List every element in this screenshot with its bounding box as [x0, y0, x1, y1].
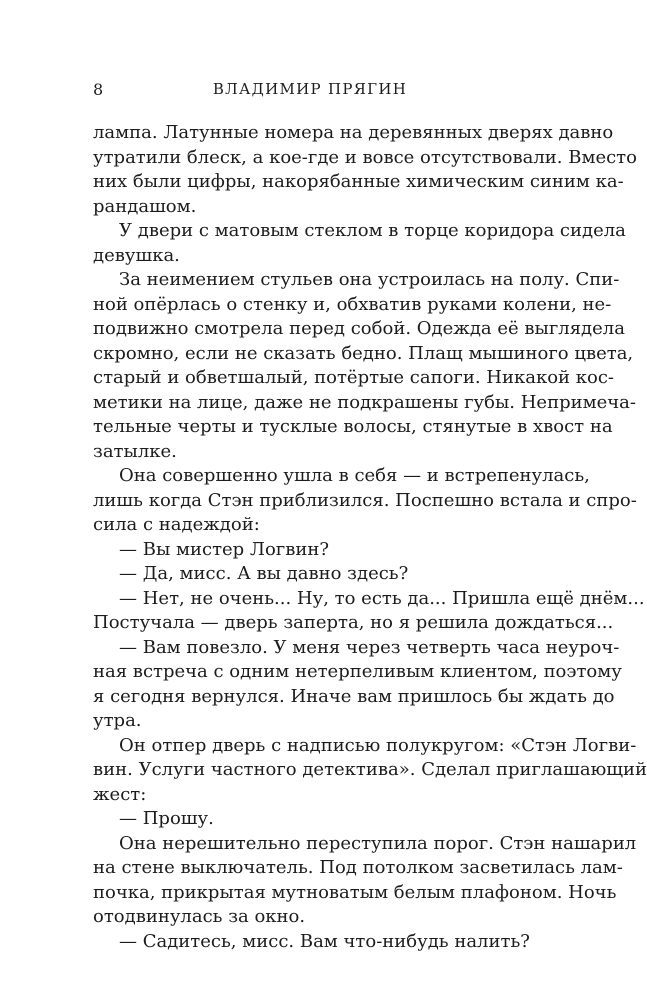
text-line: — Вам повезло. У меня через четверть часа неуроч-	[119, 636, 620, 658]
text-line: жест:	[93, 783, 147, 805]
text-line: них были цифры, накорябанные химическим синим ка-	[93, 171, 624, 192]
page-header	[93, 80, 527, 104]
text-line: — Вы мистер Логвин?	[119, 538, 329, 560]
text-line: тельные черты и тусклые волосы, стянутые в хвост на	[93, 416, 613, 437]
running-head-author: ВЛАДИМИР ПРЯГИН	[212, 80, 408, 98]
text-line: вин. Услуги частного детектива». Сделал приглашающий	[93, 759, 647, 780]
text-line: — Нет, не очень... Ну, то есть да... Пришла ещё днём...	[119, 587, 645, 609]
text-line: — Прошу.	[119, 808, 214, 829]
text-line: — Да, мисс. А вы давно здесь?	[119, 563, 409, 584]
text-line: лишь когда Стэн приблизился. Поспешно встала и спро-	[93, 489, 637, 511]
text-line: почка, прикрытая мутноватым белым плафоном. Ночь	[93, 881, 617, 903]
text-line: метики на лице, даже не подкрашены губы. Непримеча-	[93, 391, 636, 413]
text-line: рандашом.	[93, 195, 197, 217]
text-line: ной опёрлась о стенку и, обхватив руками колени, не-	[93, 293, 612, 315]
text-line: подвижно смотрела перед собой. Одежда её выглядела	[93, 318, 625, 339]
text-line: — Садитесь, мисс. Вам что-нибудь налить?	[119, 930, 530, 952]
text-line: Она совершенно ушла в себя — и встрепенулась,	[119, 465, 590, 486]
text-line: старый и обветшалый, потёртые сапоги. Никакой кос-	[93, 367, 615, 388]
text-line: затылке.	[93, 440, 177, 462]
text-line: отодвинулась за окно.	[93, 906, 306, 927]
body-text	[93, 121, 647, 954]
text-line: У двери с матовым стеклом в торце коридора сидела	[119, 220, 626, 241]
text-line: девушка.	[93, 244, 180, 266]
text-line: скромно, если не сказать бедно. Плащ мышиного цвета,	[93, 342, 634, 364]
text-line: на стене выключатель. Под потолком засветилась лам-	[93, 857, 623, 878]
text-line: За неимением стульев она устроилась на полу. Спи-	[119, 269, 620, 290]
text-line: Он отпер дверь с надписью полукругом: «Стэн Логви-	[119, 734, 637, 756]
text-line: ная встреча с одним нетерпеливым клиентом, поэтому	[93, 661, 622, 682]
text-line: Она нерешительно переступила порог. Стэн нашарил	[119, 832, 637, 854]
text-line: лампа. Латунные номера на деревянных дверях давно	[93, 122, 614, 143]
page-number: 8	[93, 80, 104, 99]
text-line: Постучала — дверь заперта, но я решила дождаться...	[93, 612, 614, 633]
text-line: утра.	[93, 710, 142, 731]
text-line: сила с надеждой:	[93, 514, 260, 535]
text-line: утратили блеск, а кое-где и вовсе отсутствовали. Вместо	[93, 146, 637, 168]
text-line: я сегодня вернулся. Иначе вам пришлось бы ждать до	[93, 685, 615, 707]
